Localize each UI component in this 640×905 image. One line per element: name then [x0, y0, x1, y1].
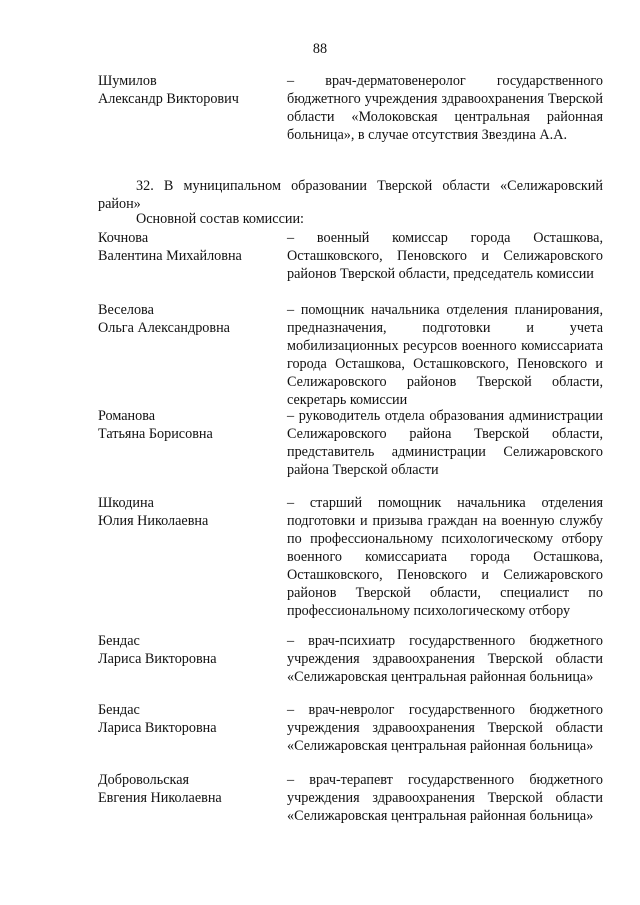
- member-role: – старший помощник начальника отделения подготовки и призыва граждан на военную службу по профессиональному психологическому отбору военного комиссариата города Осташкова, Осташковского, Пеновского и Селижаровского районов Тверской области, специалист по профессиональному психологическому отбору: [287, 495, 603, 619]
- member-given-names: Лариса Викторовна: [98, 651, 217, 667]
- composition-heading: Основной состав комиссии:: [136, 211, 304, 227]
- member-name: [98, 701, 283, 737]
- member-name: [98, 771, 283, 807]
- member-surname: Кочнова: [98, 230, 149, 246]
- member-given-names: Татьяна Борисовна: [98, 426, 213, 442]
- member-name: [98, 72, 283, 108]
- member-role: – руководитель отдела образования администрации Селижаровского района Тверской области, представитель администрации Селижаровского района Тверской области: [287, 408, 603, 478]
- section-title: 32. В муниципальном образовании Тверской области «Селижаровский район»: [98, 178, 603, 212]
- member-given-names: Валентина Михайловна: [98, 248, 242, 264]
- member-surname: Романова: [98, 408, 156, 424]
- member-surname: Шумилов: [98, 73, 157, 89]
- member-surname: Веселова: [98, 302, 154, 318]
- member-given-names: Ольга Александровна: [98, 320, 230, 336]
- member-name: [98, 407, 283, 443]
- member-surname: Шкодина: [98, 495, 154, 511]
- member-role: – врач-терапевт государственного бюджетного учреждения здравоохранения Тверской области «Селижаровская центральная районная больница»: [287, 772, 603, 824]
- member-surname: Бендас: [98, 633, 140, 649]
- member-role: – врач-дерматовенеролог государственного бюджетного учреждения здравоохранения Тверской области «Молоковская центральная районная больница», в случае отсутствия Звездина А.А.: [287, 73, 603, 143]
- member-surname: Добровольская: [98, 772, 190, 788]
- page-number: 88: [312, 41, 328, 57]
- member-given-names: Евгения Николаевна: [98, 790, 222, 806]
- member-name: [98, 301, 283, 337]
- member-role: – военный комиссар города Осташкова, Осташковского, Пеновского и Селижаровского районов Тверской области, председатель комиссии: [287, 230, 603, 282]
- member-given-names: Лариса Викторовна: [98, 720, 217, 736]
- member-given-names: Александр Викторович: [98, 91, 239, 107]
- member-role: – врач-невролог государственного бюджетного учреждения здравоохранения Тверской области «Селижаровская центральная районная больница»: [287, 702, 603, 754]
- member-name: [98, 229, 283, 265]
- member-given-names: Юлия Николаевна: [98, 513, 209, 529]
- member-surname: Бендас: [98, 702, 140, 718]
- member-name: [98, 632, 283, 668]
- member-role: – помощник начальника отделения планирования, предназначения, подготовки и учета мобилизационных ресурсов военного комиссариата города Осташкова, Осташковского, Пеновского и Селижаровского районов Тверской области, секретарь комиссии: [287, 302, 603, 408]
- member-role: – врач-психиатр государственного бюджетного учреждения здравоохранения Тверской области «Селижаровская центральная районная больница»: [287, 633, 603, 685]
- member-name: [98, 494, 283, 530]
